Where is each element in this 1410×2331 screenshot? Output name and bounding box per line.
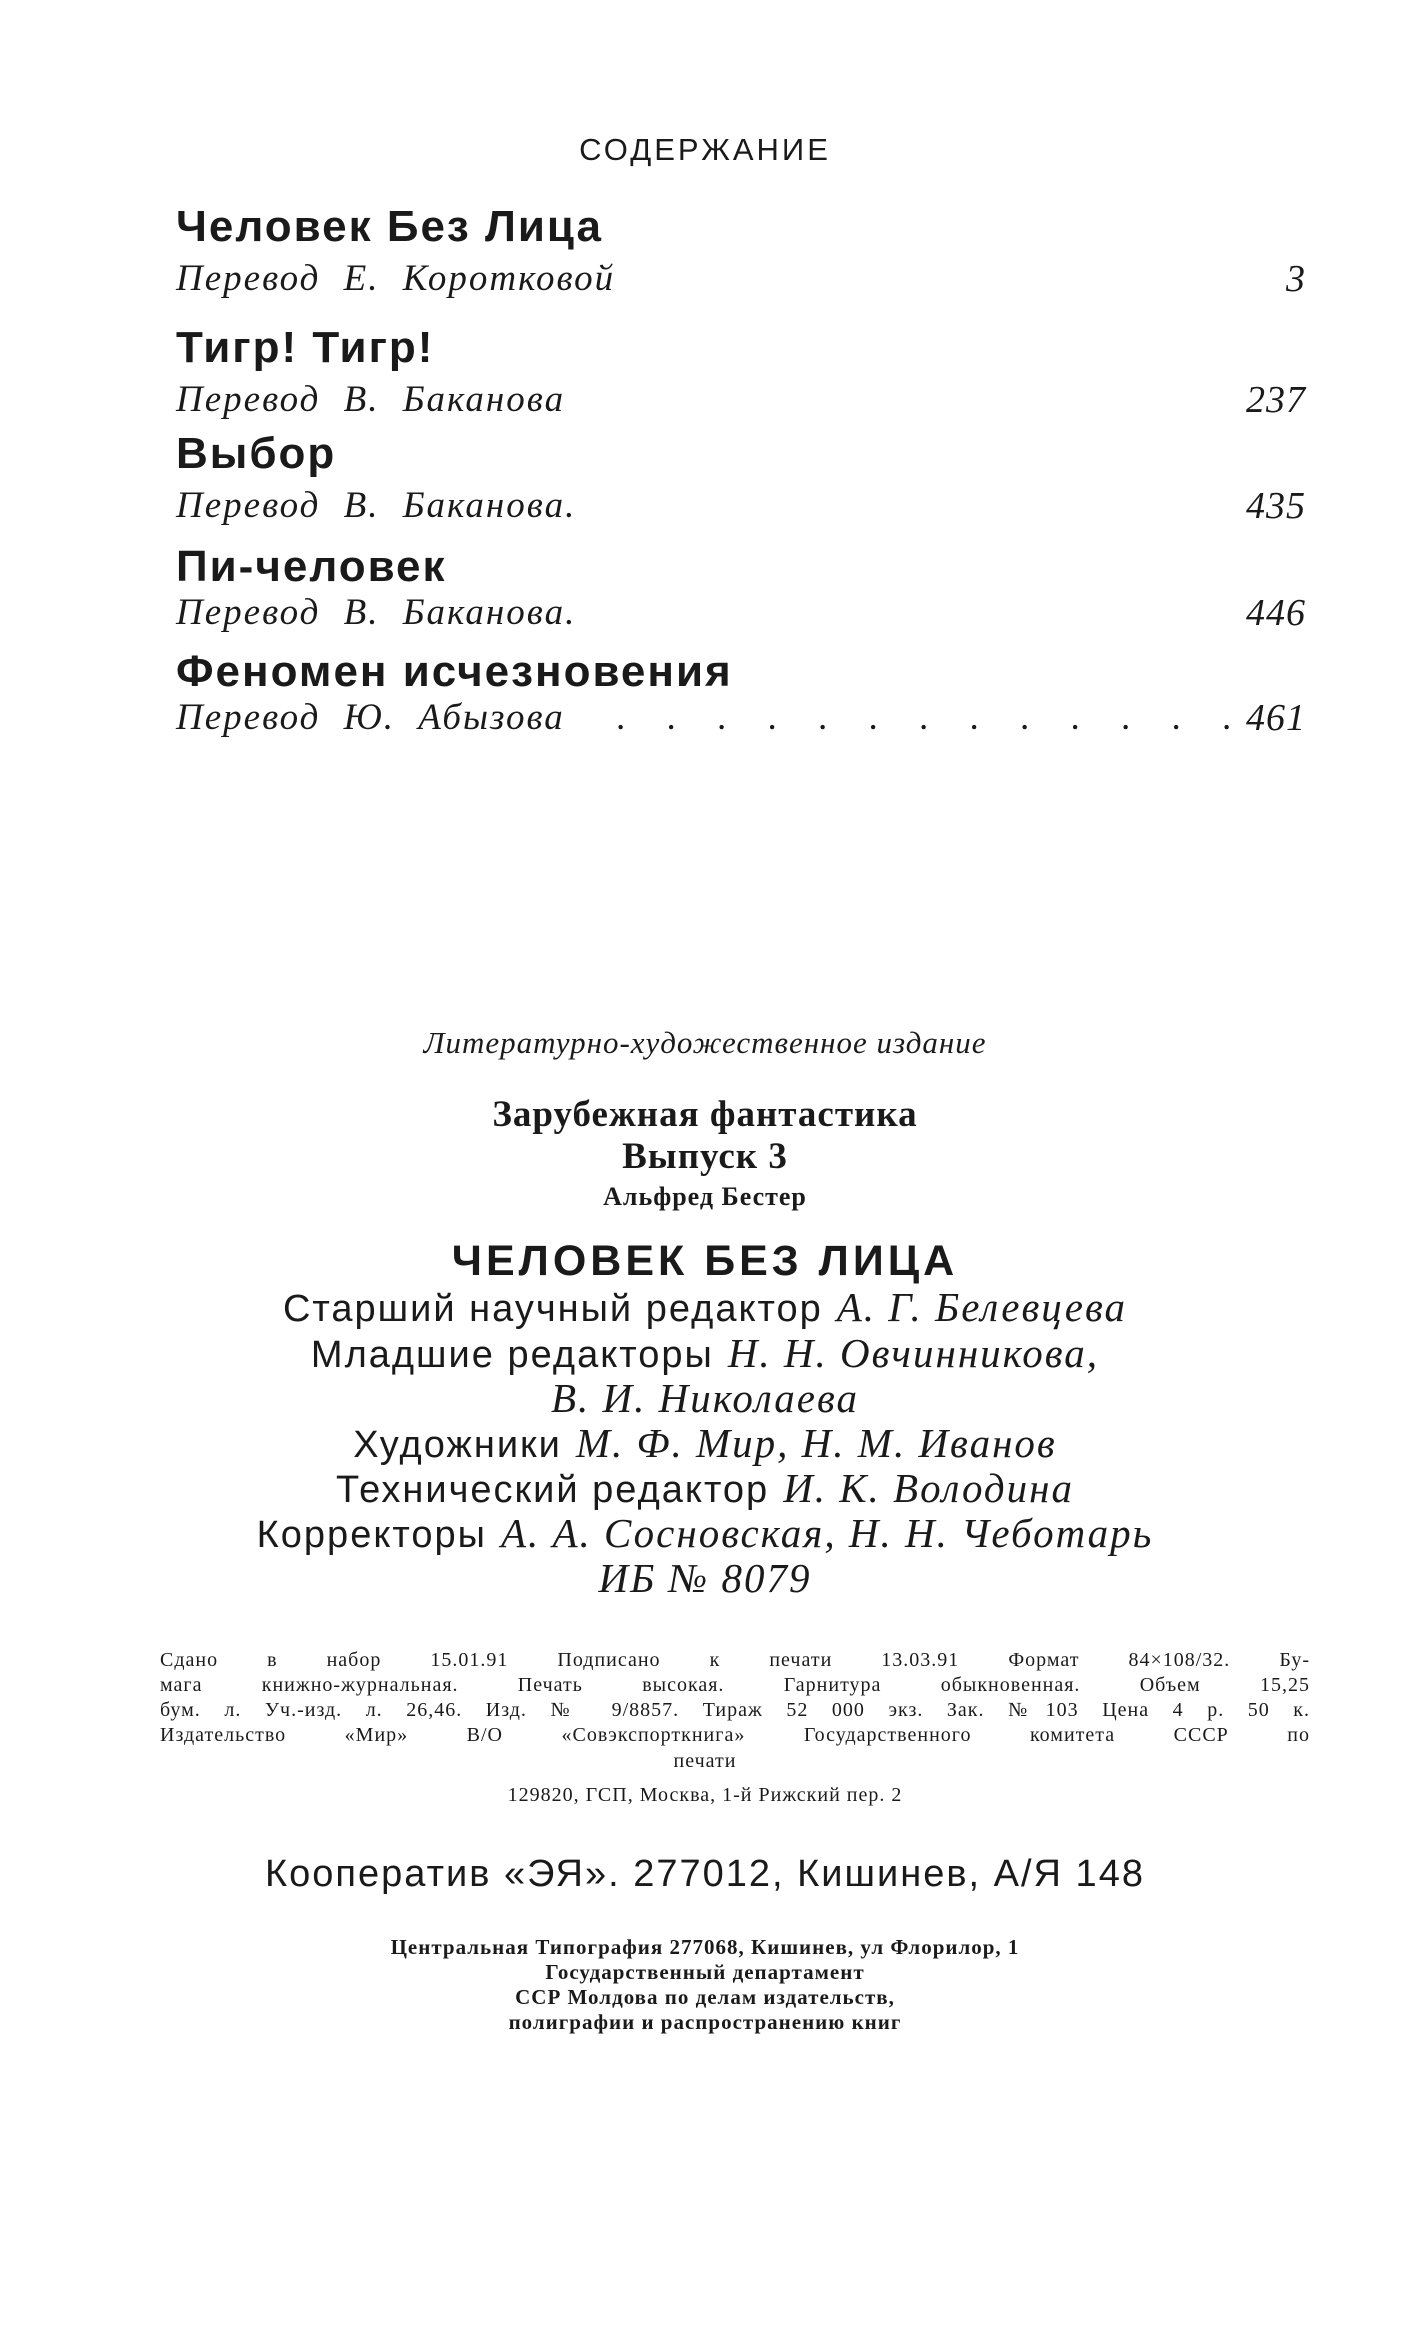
cooperative-address: Кооператив «ЭЯ». 277012, Кишинев, А/Я 148 — [265, 1853, 1145, 1895]
credit-line — [0, 1510, 1410, 1556]
printer-line: Государственный департамент — [545, 1960, 865, 1984]
toc-entry-title: Пи-человек — [176, 542, 447, 591]
publisher-address: 129820, ГСП, Москва, 1-й Рижский пер. 2 — [507, 1784, 903, 1806]
toc-entry-page: 461 — [1246, 697, 1306, 739]
technical-line: мага книжно-журнальная. Печать высокая. Гарнитура обыкновенная. Объем 15,25 — [160, 1674, 1310, 1696]
toc-entry-translator: Перевод В. Баканова. — [176, 485, 577, 526]
toc-entry-translator: Перевод Ю. Абызова — [176, 697, 565, 738]
toc-dot-leader: . . . . . . . . . . . . . — [616, 697, 1248, 738]
credit-line — [0, 1465, 1410, 1511]
credit-name: И. К. Володина — [783, 1465, 1074, 1511]
credit-role: Технический редактор — [336, 1469, 770, 1511]
toc-entry-translator: Перевод В. Баканова — [176, 379, 566, 420]
credit-role: Младшие редакторы — [310, 1334, 714, 1376]
printer-line: Центральная Типография 277068, Кишинев, ул Флорилор, 1 — [390, 1935, 1020, 1959]
credit-name: А. Г. Белевцева — [836, 1284, 1128, 1330]
toc-entry-title: Человек Без Лица — [176, 202, 603, 251]
book-title: ЧЕЛОВЕК БЕЗ ЛИЦА — [451, 1237, 959, 1285]
technical-data — [160, 1648, 1310, 1748]
toc-entry-page: 446 — [1246, 592, 1306, 634]
series-title: Зарубежная фантастика — [492, 1094, 918, 1135]
technical-line: Издательство «Мир» В/О «Совэкспорткнига» Государственного комитета СССР по — [160, 1724, 1310, 1746]
toc-entry-page: 237 — [1246, 379, 1306, 421]
toc-entry — [176, 647, 1306, 740]
toc-entry-page: 435 — [1246, 485, 1306, 527]
contents-heading: СОДЕРЖАНИЕ — [579, 132, 831, 167]
printer-line: полиграфии и распространению книг — [508, 2010, 902, 2034]
toc-entry — [176, 202, 1306, 301]
credit-name: ИБ № 8079 — [598, 1555, 812, 1601]
credit-line — [0, 1375, 1410, 1421]
technical-line: печати — [673, 1750, 737, 1772]
toc-entry — [176, 323, 1306, 422]
credit-line — [0, 1330, 1410, 1376]
toc-entry-translator: Перевод В. Баканова. — [176, 592, 577, 633]
ib-number — [0, 1555, 1410, 1601]
author-name: Альфред Бестер — [603, 1182, 807, 1211]
edition-type: Литературно-художественное издание — [423, 1025, 987, 1060]
issue-number: Выпуск 3 — [622, 1136, 788, 1177]
toc-entry-title: Феномен исчезновения — [176, 647, 733, 696]
toc-entry-translator: Перевод Е. Коротковой — [176, 258, 616, 299]
toc-entry-page: 3 — [1286, 258, 1306, 300]
toc-entry-title: Тигр! Тигр! — [176, 323, 435, 372]
credit-name: В. И. Николаева — [551, 1375, 859, 1421]
technical-line: Сдано в набор 15.01.91 Подписано к печати 13.03.91 Формат 84×108/32. Бу- — [160, 1649, 1310, 1671]
credit-role: Художники — [353, 1424, 562, 1466]
credit-name: А. А. Сосновская, Н. Н. Чеботарь — [500, 1510, 1154, 1556]
printer-line: ССР Молдова по делам издательств, — [515, 1985, 895, 2009]
credit-line — [0, 1284, 1410, 1330]
credit-line — [0, 1420, 1410, 1466]
toc-entry — [176, 429, 1306, 528]
credit-name: М. Ф. Мир, Н. М. Иванов — [575, 1420, 1057, 1466]
toc-entry-title: Выбор — [176, 429, 337, 478]
credit-role: Корректоры — [256, 1514, 487, 1556]
technical-line: бум. л. Уч.-изд. л. 26,46. Изд. № 9/8857. Тираж 52 000 экз. Зак. №103 Цена 4 р. 50 к. — [160, 1699, 1310, 1721]
credit-name: Н. Н. Овчинникова, — [727, 1330, 1100, 1376]
credit-role: Старший научный редактор — [282, 1288, 823, 1330]
toc-entry — [176, 542, 1306, 635]
